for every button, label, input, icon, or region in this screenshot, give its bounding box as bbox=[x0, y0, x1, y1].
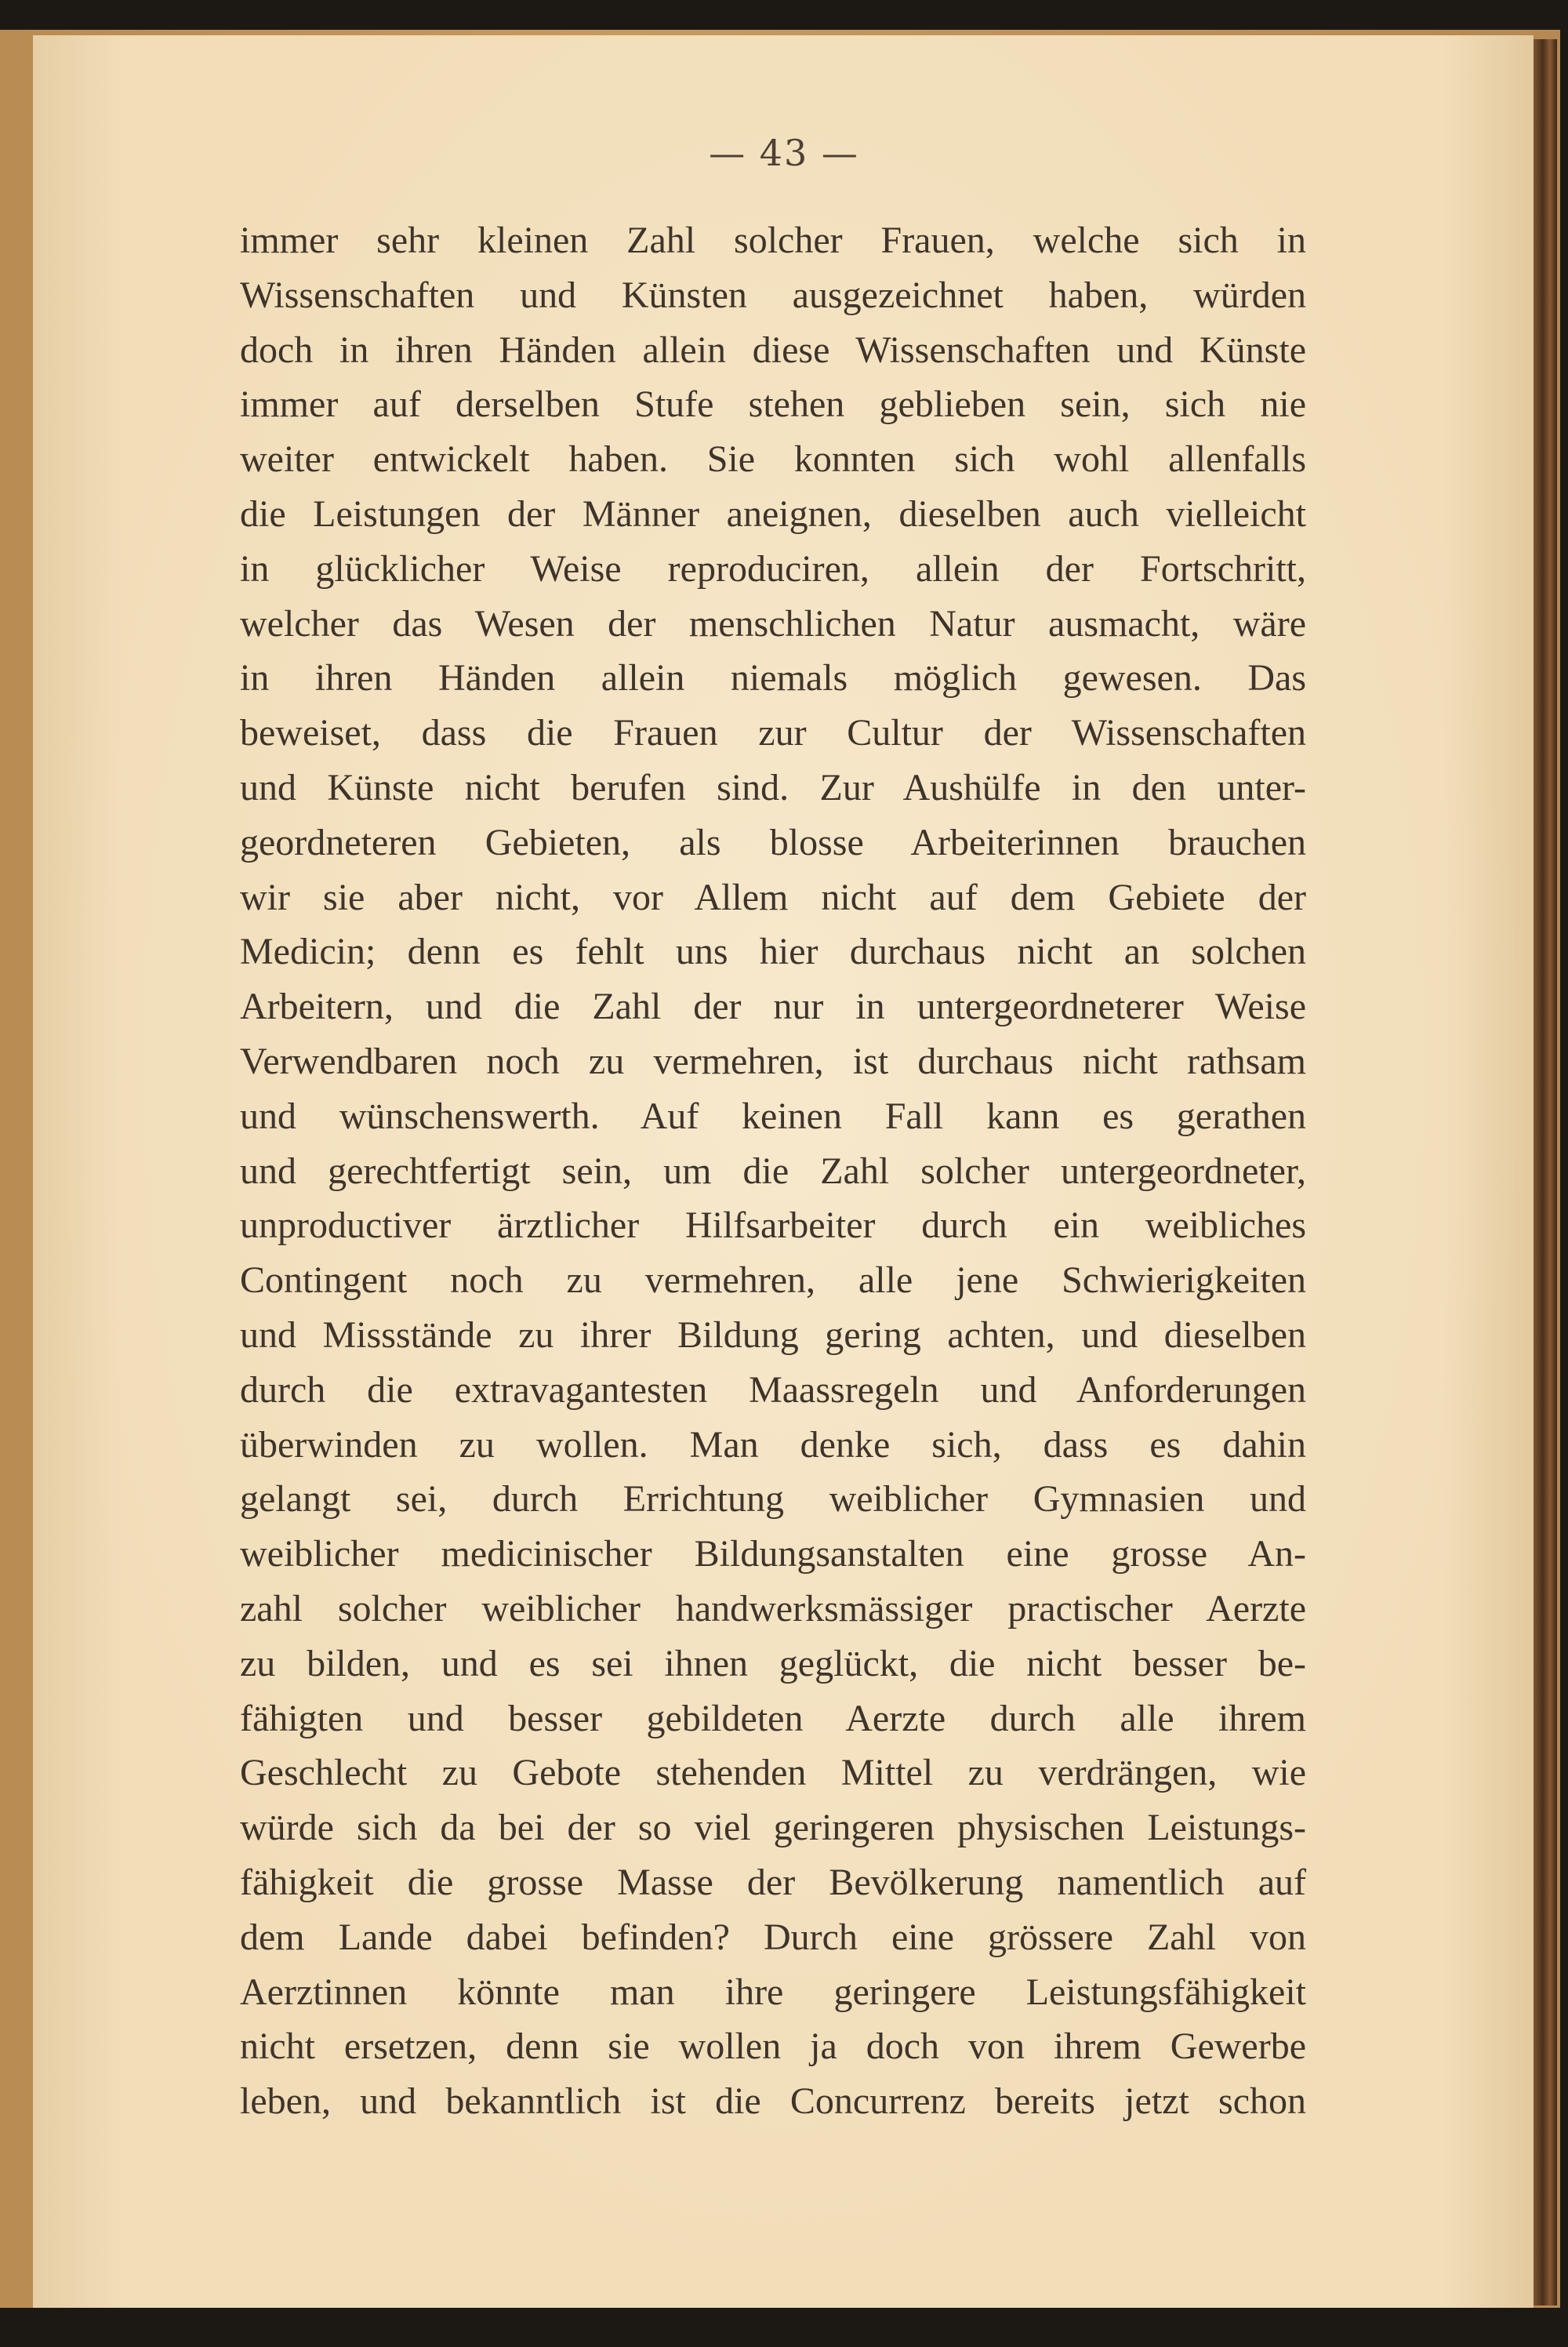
text-line: in ihren Händen allein niemals möglich gewesen. Das bbox=[240, 657, 1306, 699]
text-line: die Leistungen der Männer aneignen, dieselben auch vielleicht bbox=[240, 492, 1306, 535]
text-line: Wissenschaften und Künsten ausgezeichnet haben, würden bbox=[240, 274, 1306, 316]
text-line: und wünschenswerth. Auf keinen Fall kann es gerathen bbox=[240, 1095, 1306, 1137]
text-line: nicht ersetzen, denn sie wollen ja doch von ihrem Gewerbe bbox=[240, 2025, 1306, 2068]
text-line: welcher das Wesen der menschlichen Natur ausmacht, wäre bbox=[240, 602, 1306, 645]
page-number: — 43 — bbox=[709, 132, 859, 174]
text-line: Aerztinnen könnte man ihre geringere Leistungsfähigkeit bbox=[240, 1971, 1306, 2013]
text-line: Geschlecht zu Gebote stehenden Mittel zu verdrängen, wie bbox=[240, 1752, 1306, 1794]
text-line: immer sehr kleinen Zahl solcher Frauen, welche sich in bbox=[240, 220, 1306, 261]
text-line: Arbeitern, und die Zahl der nur in untergeordneterer Weise bbox=[240, 986, 1306, 1028]
text-line: in glücklicher Weise reproduciren, allein der Fortschritt, bbox=[240, 547, 1306, 590]
text-line: durch die extravagantesten Maassregeln und Anforderungen bbox=[240, 1368, 1306, 1411]
text-line: zu bilden, und es sei ihnen geglückt, die nicht besser be- bbox=[240, 1642, 1306, 1684]
body-text bbox=[240, 213, 1306, 2129]
text-line: zahl solcher weiblicher handwerksmässiger practischer Aerzte bbox=[240, 1587, 1306, 1629]
text-line: Medicin; denn es fehlt uns hier durchaus nicht an solchen bbox=[240, 931, 1306, 973]
text-line: doch in ihren Händen allein diese Wissenschaften und Künste bbox=[240, 329, 1306, 371]
text-line: unproductiver ärztlicher Hilfsarbeiter durch ein weibliches bbox=[240, 1204, 1306, 1247]
text-line: und Missstände zu ihrer Bildung gering achten, und dieselben bbox=[240, 1313, 1306, 1356]
text-line: weiter entwickelt haben. Sie konnten sich wohl allenfalls bbox=[240, 438, 1306, 481]
text-line: würde sich da bei der so viel geringeren physischen Leistungs- bbox=[240, 1807, 1306, 1849]
text-line: überwinden zu wollen. Man denke sich, dass es dahin bbox=[240, 1423, 1306, 1466]
text-line: und Künste nicht berufen sind. Zur Aushülfe in den unter- bbox=[240, 766, 1306, 808]
text-line: wir sie aber nicht, vor Allem nicht auf dem Gebiete der bbox=[240, 876, 1306, 918]
text-line: leben, und bekanntlich ist die Concurrenz bereits jetzt schon bbox=[240, 2080, 1306, 2123]
text-line: Contingent noch zu vermehren, alle jene Schwierigkeiten bbox=[240, 1259, 1306, 1302]
text-line: gelangt sei, durch Errichtung weiblicher Gymnasien und bbox=[240, 1478, 1306, 1520]
text-line: beweiset, dass die Frauen zur Cultur der Wissenschaften bbox=[240, 712, 1306, 754]
text-line: fähigten und besser gebildeten Aerzte durch alle ihrem bbox=[240, 1697, 1306, 1739]
text-line: Verwendbaren noch zu vermehren, ist durchaus nicht rathsam bbox=[240, 1040, 1306, 1082]
text-line: fähigkeit die grosse Masse der Bevölkerung namentlich auf bbox=[240, 1861, 1306, 1903]
page-edge bbox=[1534, 39, 1557, 2305]
text-line: geordneteren Gebieten, als blosse Arbeiterinnen brauchen bbox=[240, 821, 1306, 863]
text-line: dem Lande dabei befinden? Durch eine grössere Zahl von bbox=[240, 1916, 1306, 1958]
text-line: immer auf derselben Stufe stehen geblieben sein, sich nie bbox=[240, 383, 1306, 426]
text-line: weiblicher medicinischer Bildungsanstalten eine grosse An- bbox=[240, 1533, 1306, 1575]
text-line: und gerechtfertigt sein, um die Zahl solcher untergeordneter, bbox=[240, 1150, 1306, 1192]
